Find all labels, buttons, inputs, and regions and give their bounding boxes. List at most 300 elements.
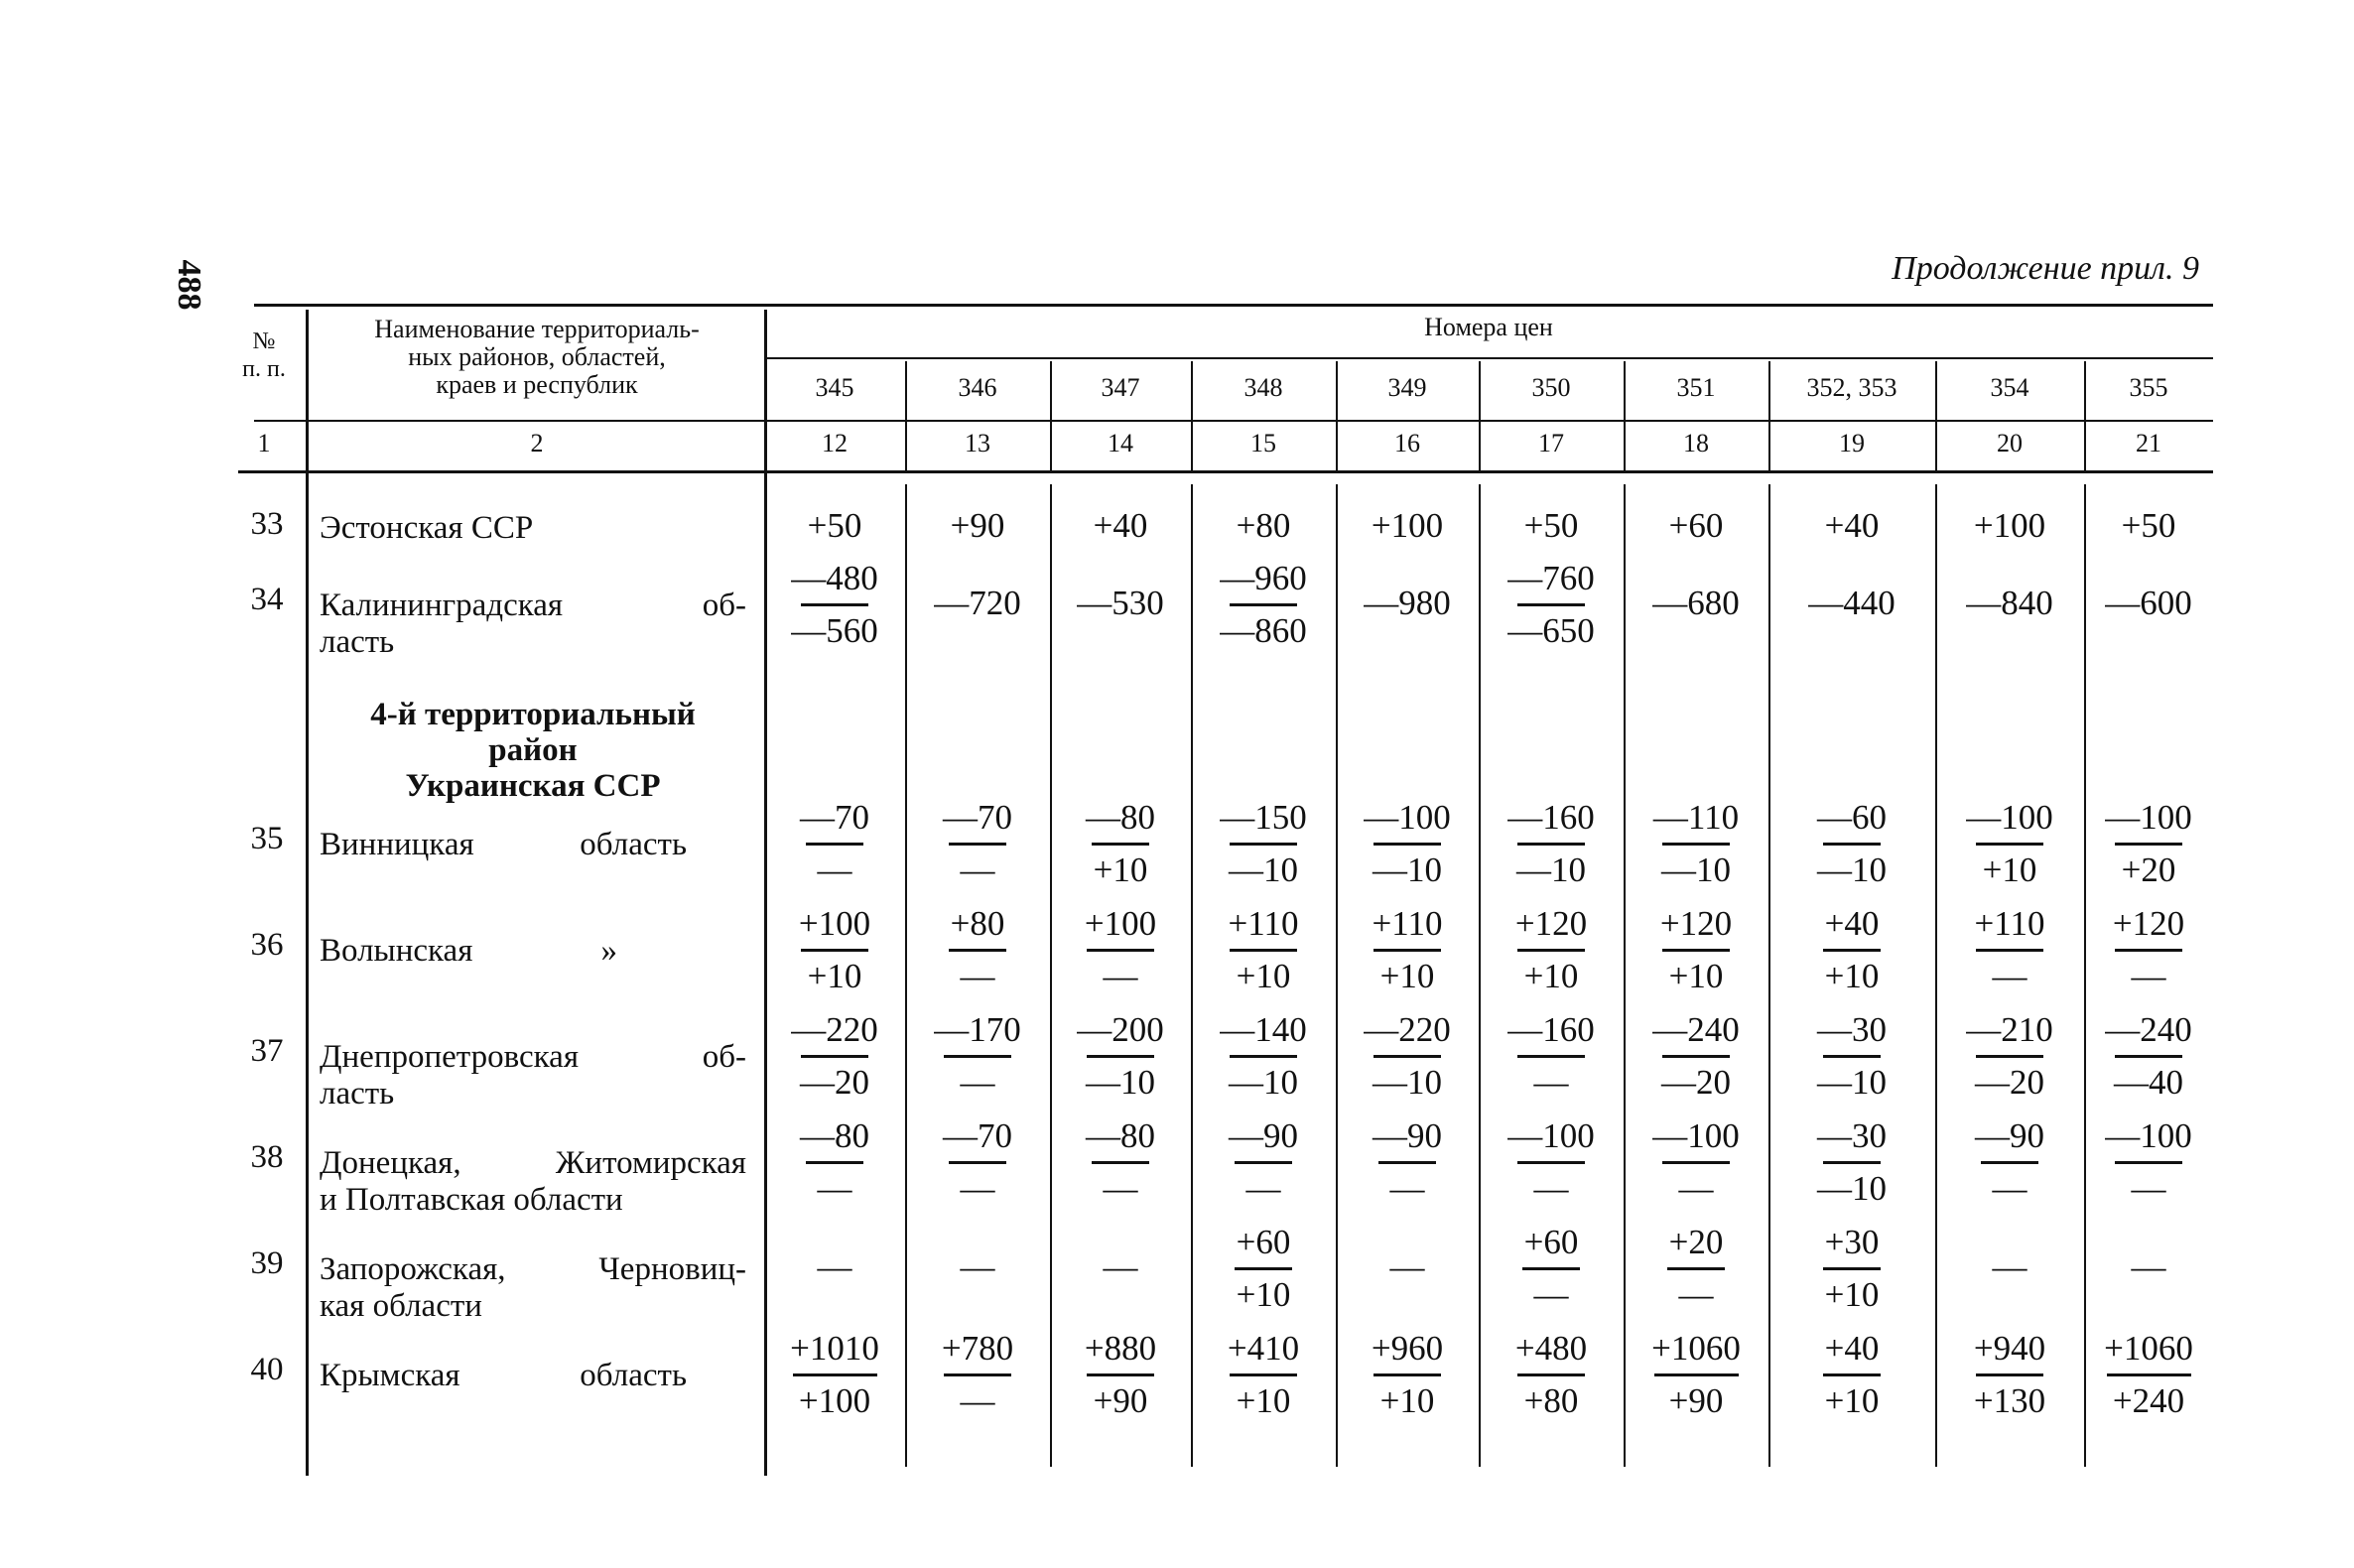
- value-numerator: +120: [1514, 904, 1588, 943]
- value-fraction: [2084, 797, 2213, 891]
- value-fraction: [1935, 1115, 2084, 1210]
- value-denominator: —560: [791, 611, 878, 650]
- section-title-line: 4-й территориальный: [370, 697, 696, 732]
- value-denominator: —: [960, 1381, 995, 1420]
- fraction-bar: [1517, 843, 1585, 846]
- row-name-line: ласть: [320, 1076, 395, 1111]
- row-name-line: Донецкая, Житомирская: [320, 1145, 746, 1181]
- value-fraction: [1336, 1009, 1479, 1104]
- value-numerator: +100: [1084, 904, 1157, 943]
- row-number: 35: [250, 821, 284, 856]
- value-numerator: +120: [1659, 904, 1733, 943]
- header-price-col: 354: [1990, 373, 2029, 402]
- fraction-bar: [1517, 1055, 1585, 1058]
- header-price-col: 345: [815, 373, 854, 402]
- value-denominator: +10: [1379, 1381, 1435, 1420]
- value-fraction: [1191, 1222, 1336, 1316]
- value-denominator: +10: [1523, 957, 1579, 995]
- value-numerator: +80: [950, 904, 1005, 943]
- value-numerator: +60: [1236, 1223, 1291, 1261]
- value-denominator: —: [1389, 1169, 1425, 1208]
- value-numerator: —100: [1652, 1116, 1740, 1155]
- value-numerator: —200: [1077, 1010, 1164, 1049]
- value-numerator: +410: [1227, 1329, 1300, 1368]
- value-fraction: [1336, 797, 1479, 891]
- value-numerator: —90: [1229, 1116, 1298, 1155]
- value-numerator: +960: [1371, 1329, 1444, 1368]
- fraction-bar: [1823, 1267, 1881, 1270]
- value-cell: —840: [1966, 584, 2053, 622]
- index-cell: 19: [1839, 429, 1865, 457]
- value-numerator: —960: [1220, 559, 1307, 597]
- value-fraction: [1624, 1009, 1768, 1104]
- value-fraction: [1768, 1009, 1935, 1104]
- header-price-col: 346: [958, 373, 997, 402]
- row-name-line: Эстонская ССР: [320, 510, 534, 546]
- fraction-bar: [2115, 843, 2182, 846]
- value-numerator: +1060: [2104, 1329, 2193, 1368]
- value-denominator: —20: [1661, 1063, 1731, 1102]
- row-number: 36: [250, 927, 284, 963]
- row-number: 38: [250, 1139, 284, 1175]
- value-fraction: [1479, 1009, 1624, 1104]
- row-name-line: Крымская область: [320, 1358, 687, 1393]
- value-denominator: —10: [1229, 1063, 1298, 1102]
- value-denominator: —10: [1817, 1169, 1887, 1208]
- value-denominator: +10: [1668, 957, 1724, 995]
- value-numerator: —240: [2105, 1010, 2192, 1049]
- fraction-bar: [949, 843, 1006, 846]
- fraction-bar: [1373, 1055, 1441, 1058]
- value-fraction: [764, 1009, 905, 1104]
- fraction-bar: [1976, 1373, 2043, 1376]
- header-col-name-line: ных районов, областей,: [408, 342, 666, 371]
- header-price-col: 351: [1676, 373, 1716, 402]
- value-denominator: —: [817, 1169, 852, 1208]
- value-fraction: [1191, 1328, 1336, 1422]
- row-name: [320, 827, 746, 863]
- value-cell: —600: [2105, 584, 2192, 622]
- value-denominator: —: [1103, 1169, 1138, 1208]
- fraction-bar: [806, 843, 863, 846]
- value-denominator: —10: [1373, 1063, 1442, 1102]
- value-fraction: [1624, 1328, 1768, 1422]
- value-denominator: +130: [1973, 1381, 2046, 1420]
- value-fraction: [1935, 903, 2084, 997]
- value-denominator: +20: [2121, 850, 2176, 889]
- fraction-bar: [1517, 949, 1585, 952]
- fraction-bar: [1517, 1161, 1585, 1164]
- value-numerator: +120: [2112, 904, 2185, 943]
- value-denominator: +10: [1379, 957, 1435, 995]
- value-numerator: —80: [800, 1116, 869, 1155]
- value-fraction: [1050, 903, 1191, 997]
- value-denominator: —10: [1661, 850, 1731, 889]
- fraction-bar: [1976, 1055, 2043, 1058]
- value-numerator: —100: [2105, 798, 2192, 837]
- value-denominator: +10: [1824, 1275, 1880, 1314]
- value-fraction: [1336, 1328, 1479, 1422]
- row-name-line: Волынская »: [320, 933, 617, 969]
- fraction-bar: [1235, 1161, 1292, 1164]
- value-fraction: [764, 1328, 905, 1422]
- price-header-rule: [764, 357, 2213, 359]
- value-numerator: +40: [1824, 904, 1880, 943]
- value-fraction: [1050, 1009, 1191, 1104]
- value-denominator: —: [1992, 957, 2027, 995]
- value-denominator: —10: [1373, 850, 1442, 889]
- fraction-bar: [1823, 1161, 1881, 1164]
- value-fraction: [905, 1328, 1050, 1422]
- value-numerator: —100: [2105, 1116, 2192, 1155]
- value-cell: +40: [1093, 506, 1148, 545]
- value-fraction: [1050, 1328, 1191, 1422]
- value-numerator: +1010: [790, 1329, 879, 1368]
- value-cell: +60: [1668, 506, 1724, 545]
- value-numerator: —30: [1817, 1010, 1887, 1049]
- fraction-bar: [1373, 949, 1441, 952]
- value-fraction: [1050, 797, 1191, 891]
- value-numerator: +60: [1523, 1223, 1579, 1261]
- value-cell: —: [1103, 1247, 1138, 1286]
- value-denominator: +90: [1668, 1381, 1724, 1420]
- row-name: [320, 1251, 746, 1325]
- value-numerator: —100: [1364, 798, 1451, 837]
- header-col-name-line: Наименование территориаль-: [374, 315, 700, 343]
- row-name: [320, 1039, 746, 1112]
- row-name-line: и Полтавская области: [320, 1182, 623, 1218]
- value-denominator: —: [817, 850, 852, 889]
- value-denominator: —: [1992, 1169, 2027, 1208]
- header-col-num-line: №: [252, 328, 276, 354]
- fraction-bar: [1517, 1373, 1585, 1376]
- value-denominator: —: [2131, 1169, 2166, 1208]
- value-numerator: —150: [1220, 798, 1307, 837]
- value-numerator: +110: [1974, 904, 2045, 943]
- header-price-col: 355: [2129, 373, 2168, 402]
- section-title-line: район: [488, 732, 578, 768]
- value-numerator: —480: [791, 559, 878, 597]
- index-cell: 15: [1250, 429, 1276, 457]
- index-cell: 13: [965, 429, 990, 457]
- value-fraction: [1479, 1115, 1624, 1210]
- value-numerator: —90: [1373, 1116, 1442, 1155]
- value-denominator: —10: [1817, 850, 1887, 889]
- fraction-bar: [1662, 843, 1730, 846]
- fraction-bar: [1092, 843, 1149, 846]
- value-denominator: +10: [807, 957, 862, 995]
- value-denominator: +10: [1982, 850, 2037, 889]
- value-numerator: —70: [943, 1116, 1012, 1155]
- fraction-bar: [1230, 949, 1297, 952]
- row-name-line: Калининградская об-: [320, 588, 746, 623]
- value-cell: +100: [1371, 506, 1444, 545]
- value-numerator: —160: [1507, 798, 1595, 837]
- value-cell: —: [817, 1247, 852, 1286]
- value-fraction: [905, 1009, 1050, 1104]
- index-cell: 18: [1683, 429, 1709, 457]
- fraction-bar: [1522, 1267, 1580, 1270]
- value-fraction: [1479, 903, 1624, 997]
- value-fraction: [764, 797, 905, 891]
- value-denominator: +100: [798, 1381, 871, 1420]
- value-denominator: +10: [1236, 1275, 1291, 1314]
- fraction-bar: [801, 1055, 868, 1058]
- value-denominator: —: [1533, 1169, 1569, 1208]
- fraction-bar: [806, 1161, 863, 1164]
- header-price-numbers: Номера цен: [1424, 313, 1553, 341]
- row-number: 39: [250, 1245, 284, 1281]
- fraction-bar: [1823, 949, 1881, 952]
- row-name-line: кая области: [320, 1288, 482, 1324]
- value-cell: —720: [934, 584, 1021, 622]
- value-fraction: [905, 903, 1050, 997]
- index-cell: 20: [1997, 429, 2023, 457]
- value-numerator: —170: [934, 1010, 1021, 1049]
- value-denominator: —860: [1220, 611, 1307, 650]
- fraction-bar: [1230, 1373, 1297, 1376]
- fraction-bar: [1235, 1267, 1292, 1270]
- value-denominator: +240: [2112, 1381, 2185, 1420]
- value-numerator: +880: [1084, 1329, 1157, 1368]
- fraction-bar: [944, 1373, 1011, 1376]
- value-denominator: —: [960, 957, 995, 995]
- fraction-bar: [2115, 1161, 2182, 1164]
- row-number: 37: [250, 1033, 284, 1069]
- row-name: [320, 1145, 746, 1219]
- section-title: [320, 697, 746, 804]
- value-numerator: +480: [1514, 1329, 1588, 1368]
- fraction-bar: [949, 949, 1006, 952]
- value-cell: —440: [1808, 584, 1896, 622]
- fraction-bar: [1087, 1055, 1154, 1058]
- value-fraction: [764, 558, 905, 652]
- page-number: 488: [171, 259, 207, 311]
- fraction-bar: [793, 1373, 877, 1376]
- value-numerator: —30: [1817, 1116, 1887, 1155]
- header-price-col: 350: [1531, 373, 1571, 402]
- header-col-name-line: краев и республик: [436, 370, 638, 399]
- value-denominator: —20: [800, 1063, 869, 1102]
- value-numerator: —100: [1966, 798, 2053, 837]
- value-fraction: [1191, 1115, 1336, 1210]
- value-denominator: —: [960, 1169, 995, 1208]
- row-name-line: Винницкая область: [320, 827, 687, 862]
- value-cell: —980: [1364, 584, 1451, 622]
- fraction-bar: [1230, 603, 1297, 606]
- fraction-bar: [1230, 1055, 1297, 1058]
- header-price-col: 349: [1387, 373, 1427, 402]
- row-name: [320, 588, 746, 661]
- index-cell: 16: [1394, 429, 1420, 457]
- value-numerator: —210: [1966, 1010, 2053, 1049]
- value-numerator: —60: [1817, 798, 1887, 837]
- col-divider-name: [764, 310, 767, 1476]
- value-numerator: +30: [1824, 1223, 1880, 1261]
- row-name-line: ласть: [320, 624, 395, 660]
- value-fraction: [1479, 1222, 1624, 1316]
- value-denominator: —: [960, 1063, 995, 1102]
- value-fraction: [1479, 558, 1624, 652]
- fraction-bar: [1373, 843, 1441, 846]
- value-denominator: —: [1678, 1275, 1714, 1314]
- value-denominator: —10: [1516, 850, 1586, 889]
- value-numerator: —160: [1507, 1010, 1595, 1049]
- value-fraction: [1768, 1328, 1935, 1422]
- fraction-bar: [801, 949, 868, 952]
- row-name: [320, 933, 746, 970]
- fraction-bar: [1662, 949, 1730, 952]
- value-fraction: [2084, 903, 2213, 997]
- value-numerator: —70: [943, 798, 1012, 837]
- value-fraction: [1050, 1115, 1191, 1210]
- row-name-line: Днепропетровская об-: [320, 1039, 746, 1075]
- value-denominator: —: [960, 850, 995, 889]
- value-fraction: [764, 903, 905, 997]
- value-denominator: +10: [1824, 1381, 1880, 1420]
- value-numerator: —80: [1086, 798, 1155, 837]
- fraction-bar: [1662, 1161, 1730, 1164]
- fraction-bar: [1230, 843, 1297, 846]
- value-denominator: —: [1245, 1169, 1281, 1208]
- fraction-bar: [2107, 1373, 2191, 1376]
- value-denominator: —: [1533, 1275, 1569, 1314]
- fraction-bar: [1087, 949, 1154, 952]
- row-name: [320, 1358, 746, 1394]
- header-bottom-rule: [254, 420, 2213, 422]
- header-col-num: [224, 327, 304, 383]
- fraction-bar: [1823, 1055, 1881, 1058]
- value-cell: +100: [1973, 506, 2046, 545]
- fraction-bar: [1373, 1373, 1441, 1376]
- index-cell: 2: [530, 429, 544, 457]
- value-denominator: —650: [1507, 611, 1595, 650]
- value-denominator: —: [2131, 957, 2166, 995]
- fraction-bar: [1654, 1373, 1739, 1376]
- value-denominator: —10: [1086, 1063, 1155, 1102]
- fraction-bar: [801, 603, 868, 606]
- fraction-bar: [949, 1161, 1006, 1164]
- fraction-bar: [1823, 843, 1881, 846]
- value-numerator: —100: [1507, 1116, 1595, 1155]
- value-fraction: [1624, 903, 1768, 997]
- value-cell: —680: [1652, 584, 1740, 622]
- section-title-line: Украинская ССР: [405, 768, 661, 804]
- value-fraction: [1191, 903, 1336, 997]
- value-numerator: +20: [1668, 1223, 1724, 1261]
- index-cell: 17: [1538, 429, 1564, 457]
- index-row-rule: [238, 470, 2213, 473]
- row-number: 34: [250, 582, 284, 617]
- value-cell: +50: [807, 506, 862, 545]
- value-fraction: [2084, 1115, 2213, 1210]
- value-denominator: —: [1103, 957, 1138, 995]
- value-cell: +80: [1236, 506, 1291, 545]
- index-cell: 14: [1108, 429, 1133, 457]
- value-denominator: —: [1533, 1063, 1569, 1102]
- value-numerator: +100: [798, 904, 871, 943]
- value-numerator: —80: [1086, 1116, 1155, 1155]
- value-denominator: —: [1678, 1169, 1714, 1208]
- value-cell: +40: [1824, 506, 1880, 545]
- value-denominator: —20: [1975, 1063, 2044, 1102]
- row-number: 40: [250, 1352, 284, 1387]
- index-cell: 1: [257, 429, 271, 457]
- value-cell: —: [1992, 1247, 2027, 1286]
- value-numerator: +110: [1228, 904, 1299, 943]
- row-number: 33: [250, 506, 284, 542]
- index-cell: 12: [822, 429, 848, 457]
- value-fraction: [1768, 903, 1935, 997]
- value-numerator: +780: [941, 1329, 1014, 1368]
- header-col-num-line: п. п.: [242, 356, 286, 382]
- value-numerator: +110: [1372, 904, 1443, 943]
- fraction-bar: [1667, 1267, 1725, 1270]
- value-numerator: —110: [1652, 798, 1740, 837]
- fraction-bar: [1662, 1055, 1730, 1058]
- header-price-col: 348: [1243, 373, 1283, 402]
- row-name-line: Запорожская, Черновиц-: [320, 1251, 746, 1287]
- fraction-bar: [1823, 1373, 1881, 1376]
- value-denominator: —10: [1229, 850, 1298, 889]
- value-fraction: [1191, 1009, 1336, 1104]
- value-numerator: —220: [1364, 1010, 1451, 1049]
- value-cell: +50: [2121, 506, 2176, 545]
- value-denominator: —10: [1817, 1063, 1887, 1102]
- fraction-bar: [1976, 843, 2043, 846]
- value-fraction: [905, 1115, 1050, 1210]
- fraction-bar: [1976, 949, 2043, 952]
- value-fraction: [2084, 1328, 2213, 1422]
- header-price-col: 347: [1101, 373, 1140, 402]
- value-cell: —530: [1077, 584, 1164, 622]
- value-numerator: —760: [1507, 559, 1595, 597]
- fraction-bar: [2115, 1055, 2182, 1058]
- value-fraction: [1768, 797, 1935, 891]
- value-fraction: [1479, 1328, 1624, 1422]
- value-denominator: +10: [1824, 957, 1880, 995]
- value-denominator: —40: [2114, 1063, 2183, 1102]
- value-cell: +90: [950, 506, 1005, 545]
- value-denominator: +10: [1236, 957, 1291, 995]
- value-fraction: [1624, 1222, 1768, 1316]
- value-fraction: [905, 797, 1050, 891]
- value-fraction: [764, 1115, 905, 1210]
- value-numerator: —140: [1220, 1010, 1307, 1049]
- fraction-bar: [1087, 1373, 1154, 1376]
- value-fraction: [1935, 1009, 2084, 1104]
- header-col-name: [314, 316, 760, 399]
- value-fraction: [1624, 1115, 1768, 1210]
- value-fraction: [1768, 1222, 1935, 1316]
- value-cell: —: [2131, 1247, 2166, 1286]
- value-numerator: +40: [1824, 1329, 1880, 1368]
- fraction-bar: [1517, 603, 1585, 606]
- value-numerator: —240: [1652, 1010, 1740, 1049]
- value-fraction: [1191, 797, 1336, 891]
- value-fraction: [1479, 797, 1624, 891]
- value-fraction: [1624, 797, 1768, 891]
- continuation-label: Продолжение прил. 9: [1892, 250, 2199, 287]
- fraction-bar: [944, 1055, 1011, 1058]
- col-divider-num: [306, 310, 309, 1476]
- value-fraction: [1768, 1115, 1935, 1210]
- value-numerator: +940: [1973, 1329, 2046, 1368]
- fraction-bar: [1981, 1161, 2038, 1164]
- value-numerator: —70: [800, 798, 869, 837]
- index-cell: 21: [2136, 429, 2161, 457]
- value-cell: —: [960, 1247, 995, 1286]
